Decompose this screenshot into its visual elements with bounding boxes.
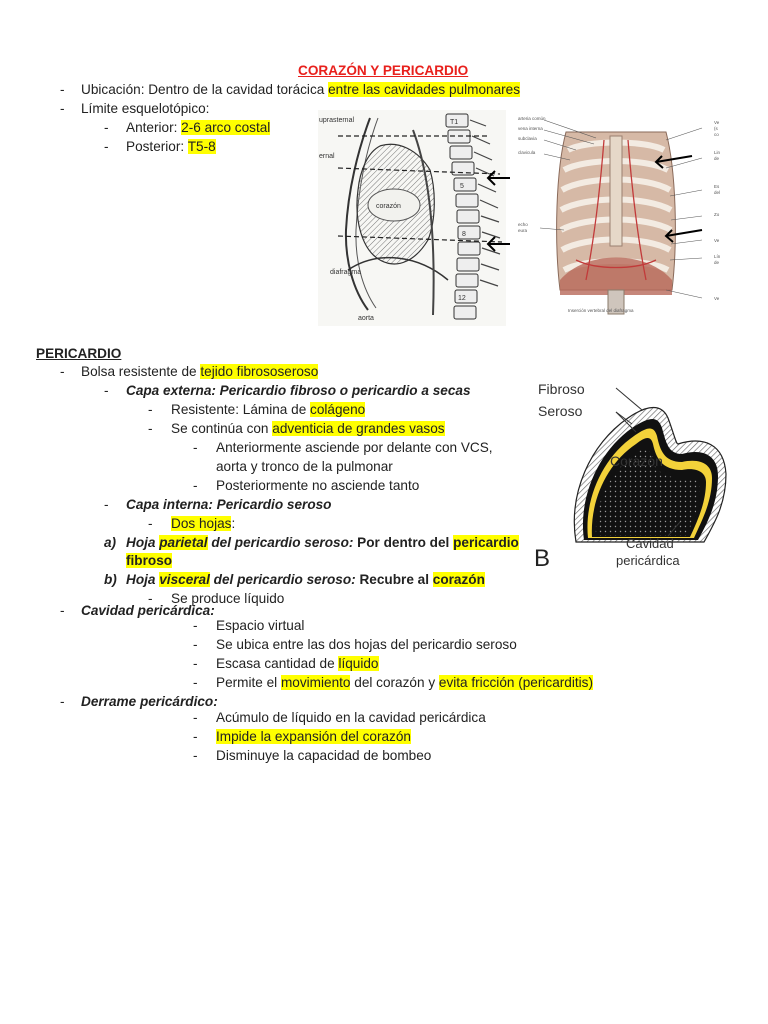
bolsa-label: Bolsa resistente de <box>81 364 201 379</box>
fig3-pericardica: pericárdica <box>616 553 680 568</box>
resistente-line <box>171 401 365 419</box>
continua-label: Se continúa con <box>171 421 273 436</box>
hoja-b-marker: b) <box>104 572 117 587</box>
bullet-dash: - <box>148 421 153 436</box>
hoja-b-h2: corazón <box>432 572 485 587</box>
bullet-dash: - <box>148 516 153 531</box>
bullet-dash: - <box>193 748 198 763</box>
pericardio-heading: PERICARDIO <box>36 346 122 361</box>
ribcage-label: Zo <box>714 212 720 217</box>
ribcage-label: Lin <box>714 150 721 155</box>
posterior-line <box>126 138 216 156</box>
bullet-dash: - <box>60 82 65 97</box>
impide-line <box>216 728 411 746</box>
ribcage-label: arteria común <box>518 116 546 121</box>
permite-h2: evita fricción (pericarditis) <box>438 675 593 690</box>
arrow-icons <box>484 166 512 256</box>
label-8: 8 <box>462 231 466 238</box>
capa-externa: Capa externa: Pericardio fibroso o pericardio a secas <box>126 383 471 398</box>
bullet-dash: - <box>148 591 153 606</box>
bullet-dash: - <box>193 710 198 725</box>
label-t1: T1 <box>450 119 459 126</box>
fig3-letter-b: B <box>534 545 551 572</box>
ribcage-label: clavicula <box>518 150 536 155</box>
escasa-line <box>216 655 379 673</box>
label-aorta: aorta <box>358 315 374 322</box>
bullet-dash: - <box>60 603 65 618</box>
label-ernal: ernal <box>319 153 335 160</box>
continua-highlight: adventicia de grandes vasos <box>272 421 445 436</box>
hoja-b-h1: visceral <box>159 572 210 587</box>
anteriormente-line1: Anteriormente asciende por delante con VCS, <box>216 440 493 455</box>
permite-h1: movimiento <box>280 675 351 690</box>
permite-label: Permite el <box>216 675 281 690</box>
ubicacion-highlight: entre las cavidades pulmonares <box>328 82 521 97</box>
hoja-b-p3: Recubre al <box>355 572 433 587</box>
bullet-dash: - <box>104 120 109 135</box>
anteriormente-line2: aorta y tronco de la pulmonar <box>216 459 393 474</box>
cavidad-heading: Cavidad pericárdica: <box>81 603 215 618</box>
posterior-label: Posterior: <box>126 139 188 154</box>
disminuye-line: Disminuye la capacidad de bombeo <box>216 748 432 763</box>
bullet-dash: - <box>60 101 65 116</box>
bullet-dash: - <box>193 675 198 690</box>
fig3-fibroso: Fibroso <box>538 381 585 397</box>
ribcage-label: de <box>714 156 720 161</box>
ribcage-label: Es <box>714 184 720 189</box>
bullet-dash: - <box>193 440 198 455</box>
ribcage-label: Ve <box>714 238 720 243</box>
permite-line <box>216 674 593 692</box>
produce-line: Se produce líquido <box>171 591 285 606</box>
hoja-a-p2: del pericardio seroso: <box>207 535 354 550</box>
escasa-highlight: líquido <box>338 656 379 671</box>
ribcage-label: eura <box>518 228 528 233</box>
label-12: 12 <box>458 295 466 302</box>
resistente-highlight: colágeno <box>310 402 366 417</box>
hoja-a-marker: a) <box>104 535 117 550</box>
dos-hojas-suffix: : <box>231 516 236 531</box>
bullet-dash: - <box>104 383 109 398</box>
pericardium-figure <box>528 374 732 572</box>
hoja-a-h1: parietal <box>159 535 208 550</box>
hoja-a-p1: Hoja <box>126 535 160 550</box>
dos-hojas-highlight: Dos hojas <box>171 516 232 531</box>
derrame-heading: Derrame pericárdico: <box>81 694 218 709</box>
label-corazon: corazón <box>376 203 401 210</box>
bullet-dash: - <box>60 694 65 709</box>
posterior-highlight: T5-8 <box>187 139 216 154</box>
ribcage-label: subclavia <box>518 136 537 141</box>
escasa-label: Escasa cantidad de <box>216 656 339 671</box>
hoja-b-p1: Hoja <box>126 572 160 587</box>
espacio-line: Espacio virtual <box>216 618 305 633</box>
limite-line: Límite esquelotópico: <box>81 101 210 116</box>
impide-highlight: Impide la expansión del corazón <box>216 729 411 744</box>
ribcage-label: (s <box>714 126 718 131</box>
ubicacion-label: Ubicación: Dentro de la cavidad torácica <box>81 82 329 97</box>
anterior-highlight: 2-6 arco costal <box>181 120 271 135</box>
ribcage-label: co <box>714 132 719 137</box>
bullet-dash: - <box>104 497 109 512</box>
label-5: 5 <box>460 183 464 190</box>
continua-line <box>171 420 445 438</box>
permite-mid: del corazón y <box>350 675 439 690</box>
sagittal-thorax-figure <box>318 110 506 326</box>
anterior-line <box>126 119 270 137</box>
resistente-label: Resistente: Lámina de <box>171 402 311 417</box>
ubicacion-line <box>81 81 520 99</box>
bullet-dash: - <box>148 402 153 417</box>
ribcage-label: vena interna <box>518 126 543 131</box>
label-diafragma: diafragma <box>330 269 362 276</box>
ribcage-label: del <box>714 190 721 195</box>
bullet-dash: - <box>193 729 198 744</box>
ribcage-bottom-label: Inserción vertebral del diafragma <box>568 308 634 313</box>
bullet-dash: - <box>193 637 198 652</box>
hoja-a-h3: fibroso <box>126 553 173 568</box>
bullet-dash: - <box>104 139 109 154</box>
ribcage-label: Ve <box>714 120 720 125</box>
hoja-a-line <box>126 534 519 552</box>
hoja-b-line <box>126 571 485 589</box>
fig3-corazon: Corazón <box>610 453 663 469</box>
fig3-cavidad: Cavidad <box>626 536 674 551</box>
anterior-label: Anterior: <box>126 120 182 135</box>
hoja-b-p2: del pericardio seroso: <box>209 572 356 587</box>
ribcage-label: de <box>714 260 720 265</box>
ribcage-label: Ve <box>714 296 720 301</box>
ribcage-figure <box>516 110 726 326</box>
posteriormente-line: Posteriormente no asciende tanto <box>216 478 420 493</box>
page-title: CORAZÓN Y PERICARDIO <box>298 63 469 78</box>
bullet-dash: - <box>193 656 198 671</box>
bolsa-highlight: tejido fibrososeroso <box>200 364 319 379</box>
bolsa-line <box>81 363 318 381</box>
fig3-seroso: Seroso <box>538 403 583 419</box>
ribcage-label: Lín <box>714 254 721 259</box>
label-uprasternal: uprasternal <box>319 117 355 124</box>
acumulo-line: Acúmulo de líquido en la cavidad pericárdica <box>216 710 486 725</box>
ubica-line: Se ubica entre las dos hojas del pericardio seroso <box>216 637 517 652</box>
hoja-a-line2 <box>126 552 172 570</box>
capa-interna: Capa interna: Pericardio seroso <box>126 497 332 512</box>
ribcage-label: echo <box>518 222 528 227</box>
bullet-dash: - <box>193 618 198 633</box>
bullet-dash: - <box>60 364 65 379</box>
hoja-a-p3: Por dentro del <box>353 535 454 550</box>
hoja-a-h2: pericardio <box>453 535 519 550</box>
bullet-dash: - <box>193 478 198 493</box>
dos-hojas-line <box>171 515 235 533</box>
